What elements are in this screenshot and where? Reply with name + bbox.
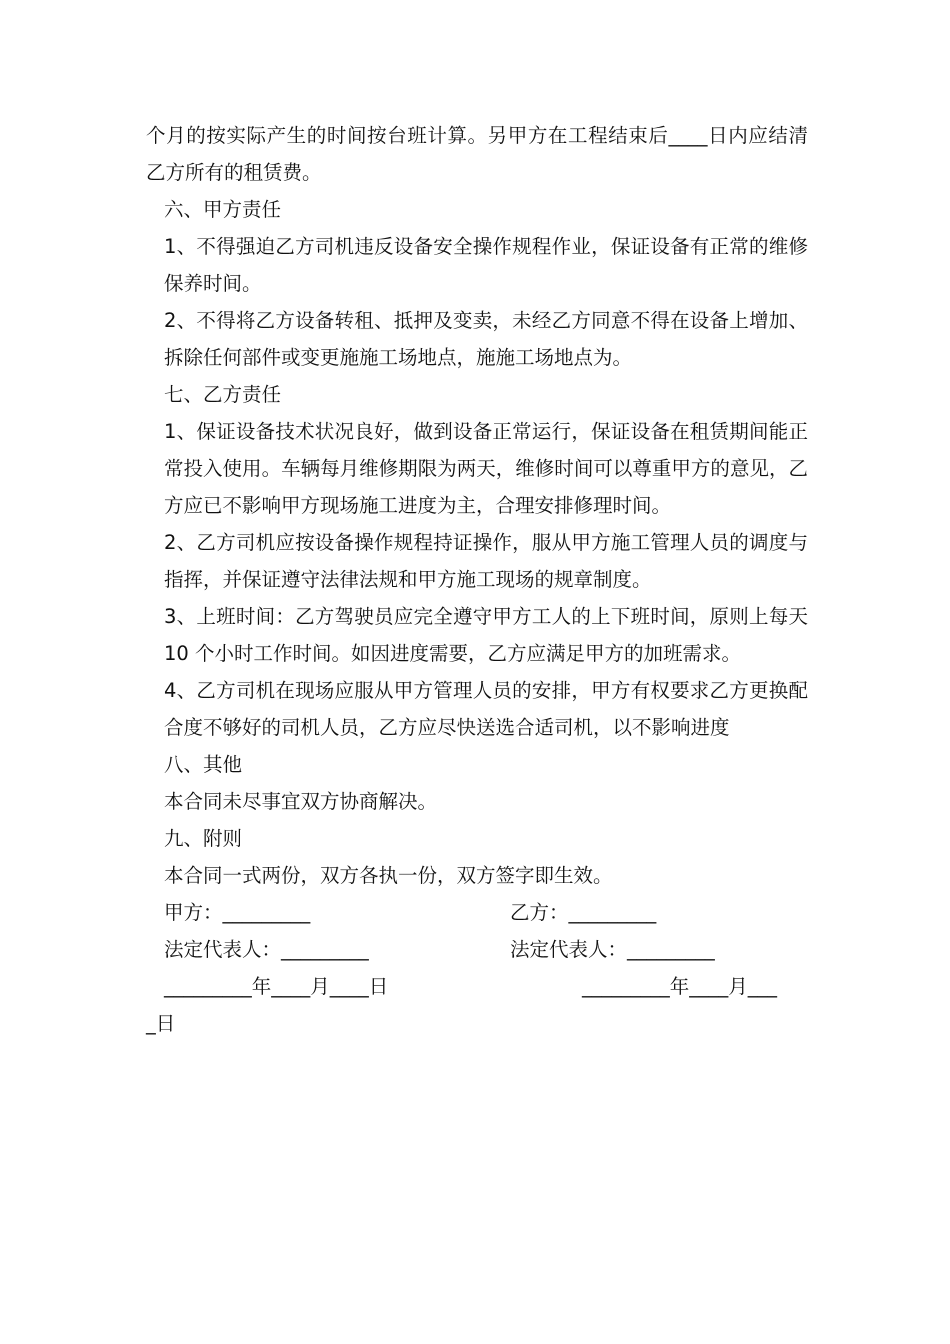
paragraph-other: 本合同未尽事宜双方协商解决。 <box>164 790 438 813</box>
paragraph-party-b-item-3: 3、上班时间：乙方驾驶员应完全遵守甲方工人的上下班时间，原则上每天 10 个小时工作时间。如因进度需要，乙方应满足甲方的加班需求。 <box>164 605 808 665</box>
party-b-date-continuation: _日 <box>146 1012 176 1035</box>
paragraph-supplementary: 本合同一式两份，双方各执一份，双方签字即生效。 <box>164 864 613 887</box>
signature-row-parties <box>146 894 808 931</box>
heading-other: 八、其他 <box>164 753 243 776</box>
party-a-signature-field: 甲方：_________ <box>164 901 311 924</box>
contract-body <box>146 117 808 1042</box>
paragraph-party-b-item-2: 2、乙方司机应按设备操作规程持证操作，服从甲方施工管理人员的调度与指挥，并保证遵守法律法规和甲方施工现场的规章制度。 <box>164 531 808 591</box>
heading-supplementary: 九、附则 <box>164 827 243 850</box>
party-b-representative-field: 法定代表人：_________ <box>510 938 715 961</box>
signature-row-dates <box>146 968 808 1005</box>
paragraph-rent-calculation: 个月的按实际产生的时间按台班计算。另甲方在工程结束后____日内应结清乙方所有的租赁费。 <box>146 124 808 184</box>
signature-row-representatives <box>146 931 808 968</box>
heading-party-a-responsibility: 六、甲方责任 <box>164 198 282 221</box>
party-b-date-field: _________年____月___ <box>582 975 778 998</box>
party-a-representative-field: 法定代表人：_________ <box>164 938 369 961</box>
signature-row-date-continuation <box>146 1005 808 1042</box>
paragraph-party-a-item-1: 1、不得强迫乙方司机违反设备安全操作规程作业，保证设备有正常的维修保养时间。 <box>164 235 808 295</box>
paragraph-party-a-item-2: 2、不得将乙方设备转租、抵押及变卖，未经乙方同意不得在设备上增加、拆除任何部件或变更施施工场地点，施施工场地点为。 <box>164 309 808 369</box>
party-b-signature-field: 乙方：_________ <box>510 901 657 924</box>
paragraph-party-b-item-1: 1、保证设备技术状况良好，做到设备正常运行，保证设备在租赁期间能正常投入使用。车辆每月维修期限为两天，维修时间可以尊重甲方的意见，乙方应已不影响甲方现场施工进度为主，合理安排修理时间。 <box>164 420 808 517</box>
party-a-date-field: _________年____月____日 <box>164 975 389 998</box>
paragraph-party-b-item-4: 4、乙方司机在现场应服从甲方管理人员的安排，甲方有权要求乙方更换配合度不够好的司机人员，乙方应尽快送选合适司机，以不影响进度 <box>164 679 808 739</box>
heading-party-b-responsibility: 七、乙方责任 <box>164 383 282 406</box>
